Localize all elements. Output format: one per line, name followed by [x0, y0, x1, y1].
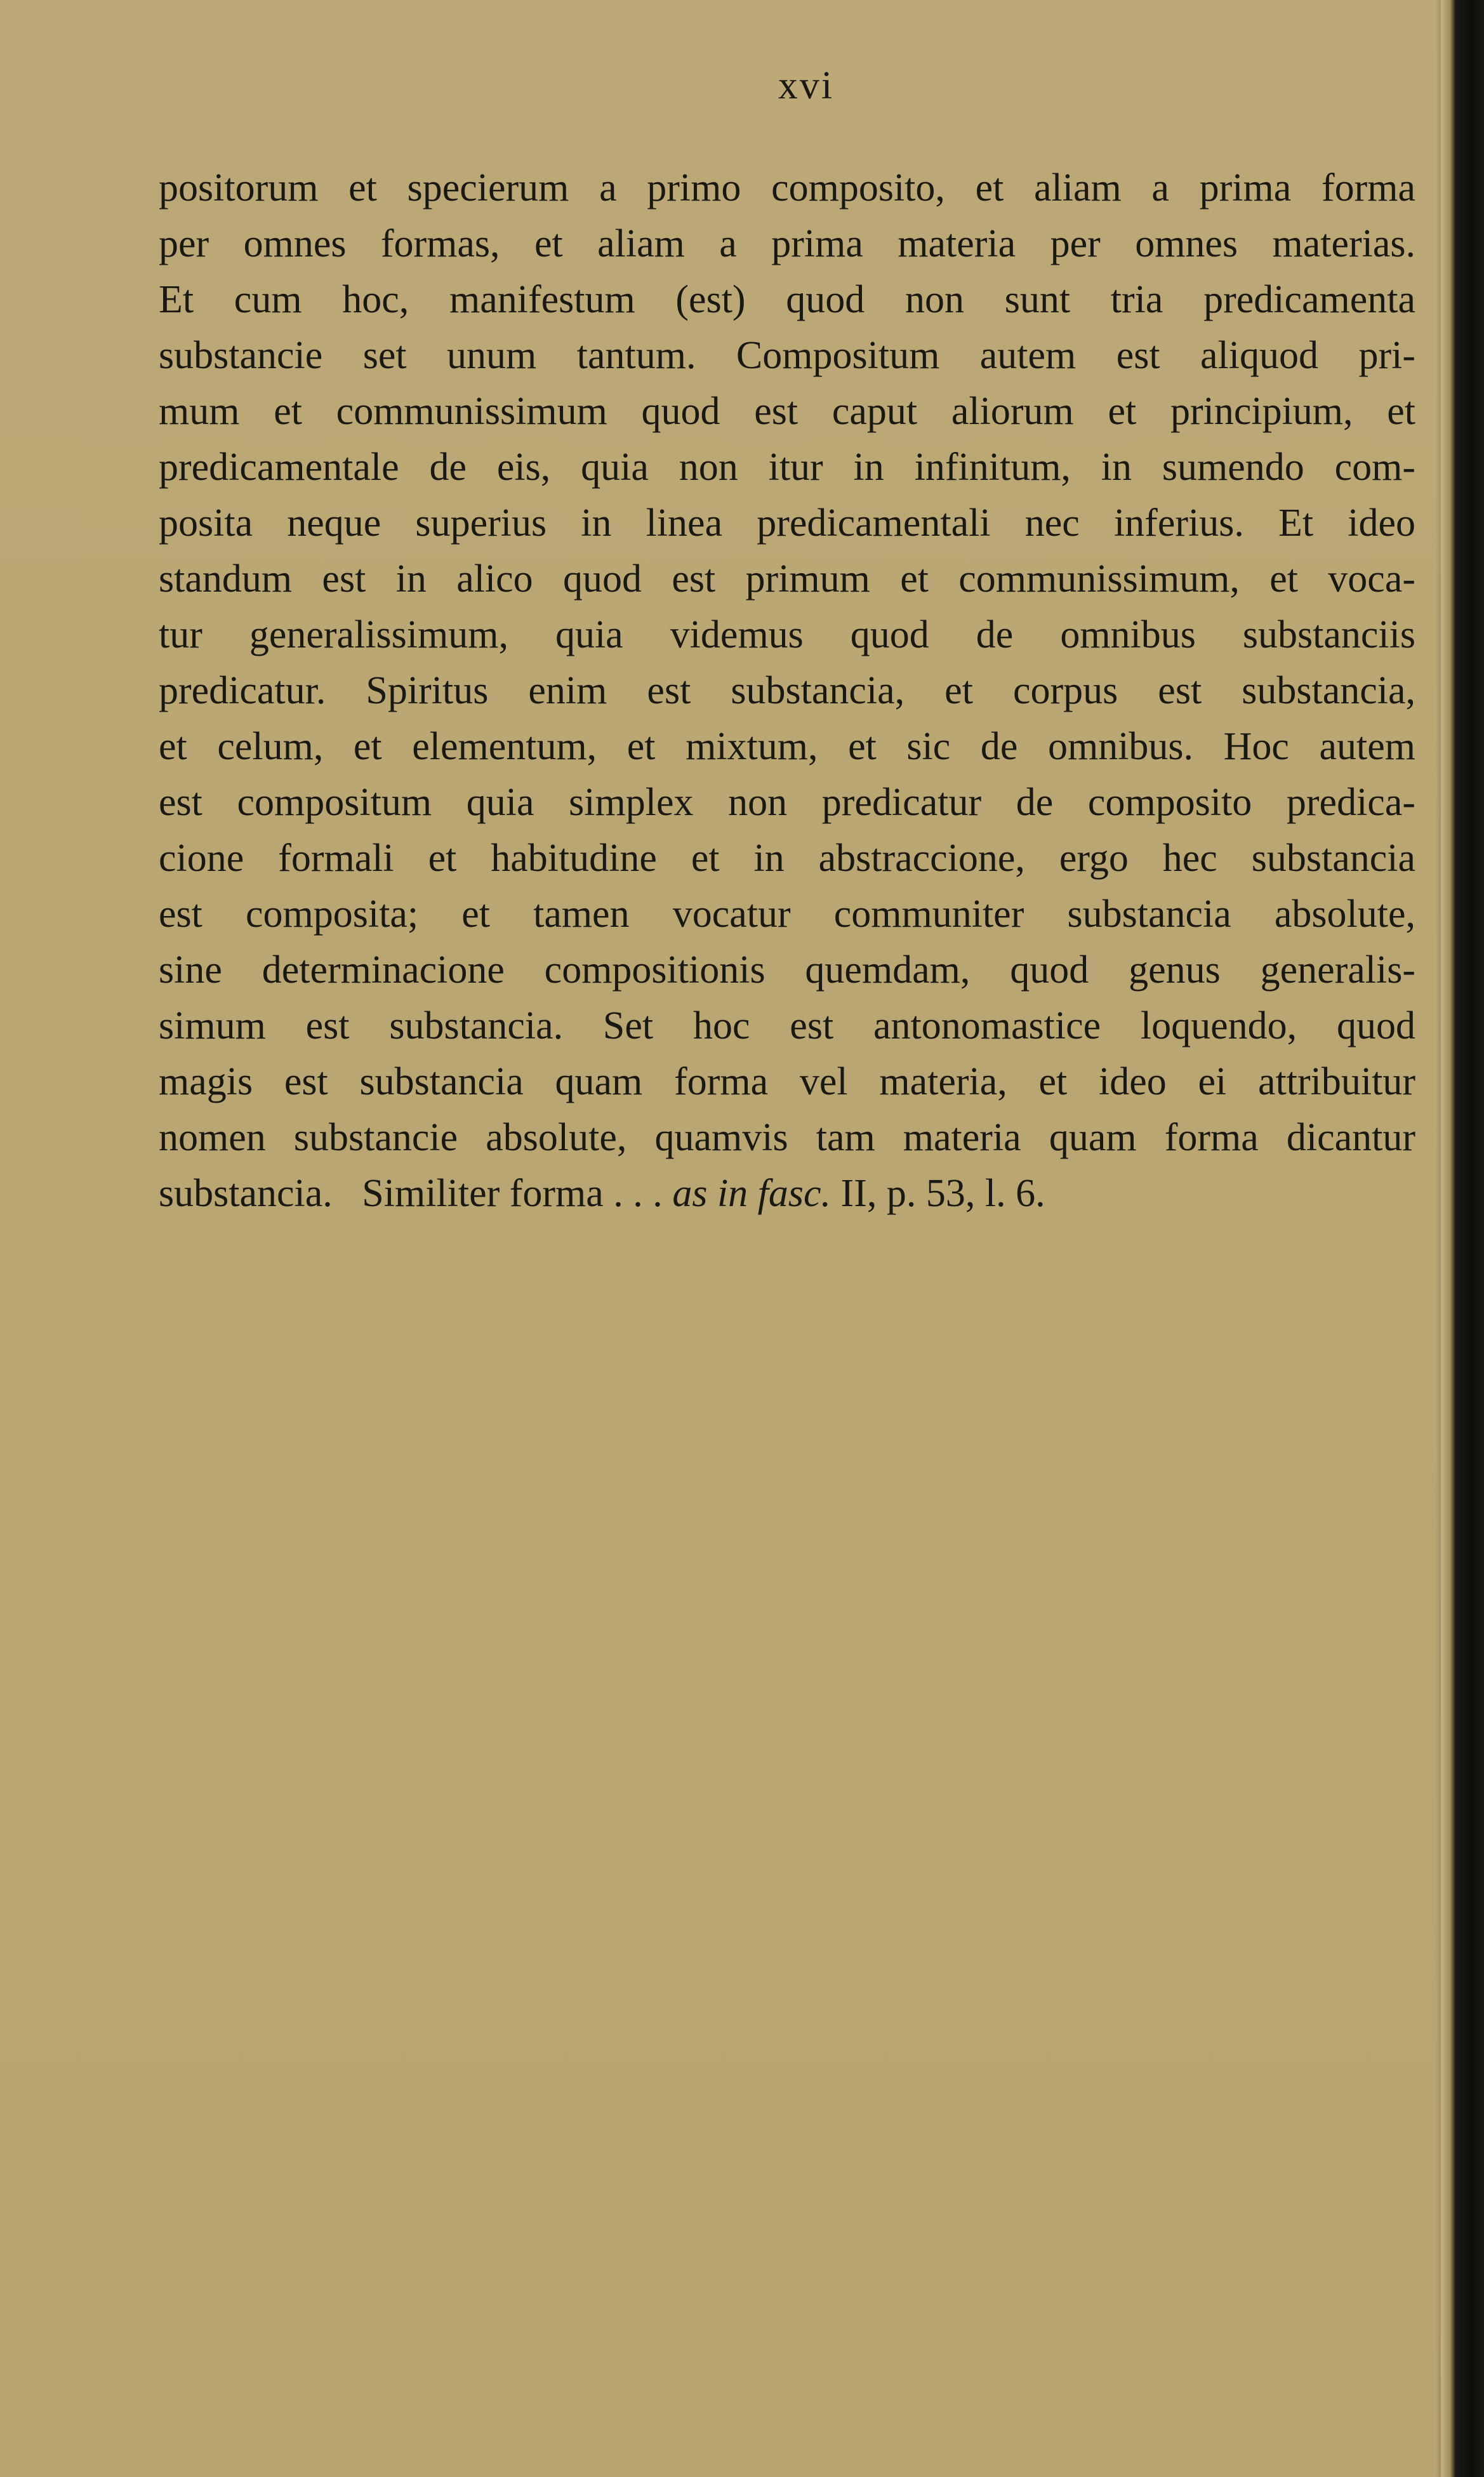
- text-line: cione formali et habitudine et in abstraccione, ergo hec substancia: [159, 837, 1415, 880]
- text-line: sine determinacione compositionis quemdam, quod genus generalis-: [159, 948, 1415, 992]
- text-line: posita neque superius in linea predicamentali nec inferius. Et ideo: [159, 501, 1415, 545]
- text-line: tur generalissimum, quia videmus quod de omnibus substanciis: [159, 613, 1415, 656]
- text-line: est compositum quia simplex non predicatur de composito predica-: [159, 781, 1415, 824]
- text-line: est composita; et tamen vocatur communiter substancia absolute,: [159, 893, 1415, 936]
- text-line: standum est in alico quod est primum et communissimum, et voca-: [159, 557, 1415, 601]
- text-line: simum est substancia. Set hoc est antonomastice loquendo, quod: [159, 1004, 1415, 1047]
- text-line-final: [159, 1165, 1415, 1221]
- text-line: per omnes formas, et aliam a prima materia per omnes materias.: [159, 222, 1415, 265]
- text-line: mum et communissimum quod est caput aliorum et principium, et: [159, 390, 1415, 433]
- page-number: xvi: [778, 64, 835, 107]
- book-gutter: [1441, 0, 1484, 2477]
- body-text: [159, 160, 1415, 1221]
- final-line-start: substancia. Similiter forma . . .: [159, 1172, 673, 1215]
- text-line: nomen substancie absolute, quamvis tam materia quam forma dicantur: [159, 1116, 1415, 1159]
- text-line: predicatur. Spiritus enim est substancia, et corpus est substancia,: [159, 669, 1415, 712]
- text-line: positorum et specierum a primo composito, et aliam a prima forma: [159, 166, 1415, 209]
- reference-italic: as in fasc.: [672, 1172, 831, 1215]
- text-line: et celum, et elementum, et mixtum, et sic de omnibus. Hoc autem: [159, 725, 1415, 768]
- text-line: predicamentale de eis, quia non itur in infinitum, in sumendo com-: [159, 446, 1415, 489]
- text-line: magis est substancia quam forma vel materia, et ideo ei attribuitur: [159, 1060, 1415, 1103]
- text-line: substancie set unum tantum. Compositum autem est aliquod pri-: [159, 334, 1415, 377]
- text-line: Et cum hoc, manifestum (est) quod non sunt tria predicamenta: [159, 278, 1415, 321]
- final-line-end: II, p. 53, l. 6.: [831, 1172, 1045, 1215]
